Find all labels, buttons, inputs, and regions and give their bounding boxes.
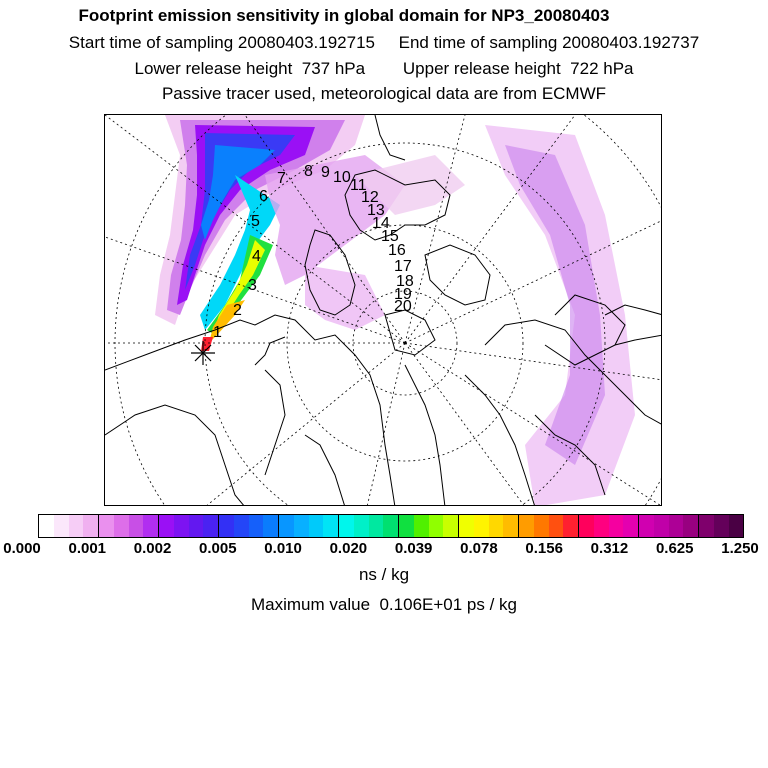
color-scale-segment — [579, 515, 594, 537]
color-scale-segment — [729, 515, 744, 537]
color-scale-tick-label: 0.002 — [133, 540, 172, 557]
map-canvas — [105, 115, 662, 506]
trajectory-label: 20 — [394, 298, 412, 315]
color-scale-segment — [429, 515, 444, 537]
color-scale-segment — [594, 515, 609, 537]
trajectory-label: 2 — [233, 302, 242, 319]
trajectory-label: 15 — [381, 228, 399, 245]
trajectory-label: 4 — [252, 248, 261, 265]
color-scale-segment — [639, 515, 654, 537]
trajectory-label: 18 — [396, 273, 414, 290]
trajectory-label: 8 — [304, 163, 313, 180]
color-scale-tick-label: 0.312 — [590, 540, 629, 557]
color-scale-segment — [534, 515, 549, 537]
color-scale-segment — [714, 515, 729, 537]
maximum-value-label: Maximum value 0.106E+01 ps / kg — [251, 595, 517, 614]
color-scale-segment — [399, 515, 414, 537]
sampling-time-line: Start time of sampling 20080403.192715 End time of sampling 20080403.192737 — [68, 33, 700, 52]
color-scale-segment — [563, 515, 579, 537]
color-scale-segment — [369, 515, 384, 537]
color-scale-segment — [294, 515, 309, 537]
release-point-asterisk — [191, 341, 215, 365]
color-scale-segment — [474, 515, 489, 537]
color-scale-segment — [443, 515, 459, 537]
color-scale-segment — [189, 515, 204, 537]
units-label: ns / kg — [358, 565, 410, 584]
color-scale-segment — [279, 515, 294, 537]
color-scale-segment — [323, 515, 339, 537]
color-scale-segment — [609, 515, 624, 537]
plot-title: Footprint emission sensitivity in global domain for NP3_20080403 — [78, 6, 610, 25]
color-scale-segment — [143, 515, 159, 537]
color-scale-segment — [159, 515, 174, 537]
trajectory-label: 3 — [248, 277, 257, 294]
color-scale-segment — [219, 515, 234, 537]
color-scale-tick-label: 0.078 — [460, 540, 498, 557]
color-scale-segment — [249, 515, 264, 537]
trajectory-label: 1 — [213, 324, 222, 341]
color-scale-segment — [203, 515, 219, 537]
trajectory-label: 16 — [388, 242, 406, 259]
color-scale-segment — [263, 515, 279, 537]
color-scale-tick-label: 0.000 — [3, 540, 41, 557]
color-scale-segment — [459, 515, 474, 537]
trajectory-label: 12 — [361, 189, 379, 206]
color-scale-segment — [699, 515, 714, 537]
color-scale-segment — [174, 515, 189, 537]
color-scale-segment — [114, 515, 129, 537]
color-scale-segment — [234, 515, 249, 537]
color-scale-segment — [129, 515, 144, 537]
color-scale-segment — [623, 515, 639, 537]
color-scale-tick-label: 0.039 — [394, 540, 433, 557]
color-scale-segment — [669, 515, 684, 537]
trajectory-label: 9 — [321, 164, 330, 181]
color-scale-segment — [683, 515, 699, 537]
trajectory-label: 11 — [350, 177, 367, 194]
color-scale-segment — [503, 515, 519, 537]
color-scale-tick-label: 0.625 — [655, 540, 694, 557]
color-scale-tick-label: 0.020 — [329, 540, 368, 557]
color-scale-tick-label: 0.010 — [264, 540, 302, 557]
color-scale-segment — [383, 515, 399, 537]
color-scale-tick-label: 0.156 — [525, 540, 563, 557]
color-scale-tick-label: 0.005 — [199, 540, 237, 557]
trajectory-label: 13 — [367, 202, 385, 219]
tracer-info-line: Passive tracer used, meteorological data are from ECMWF — [161, 84, 607, 103]
color-scale-segment — [354, 515, 369, 537]
trajectory-label: 10 — [333, 169, 351, 186]
color-scale-segment — [414, 515, 429, 537]
color-scale-tick-label: 1.250 — [721, 540, 759, 557]
color-scale-tick-label: 0.001 — [68, 540, 107, 557]
trajectory-label: 6 — [259, 188, 268, 205]
color-scale-segment — [99, 515, 114, 537]
color-scale-segment — [519, 515, 534, 537]
color-scale-segment — [39, 515, 54, 537]
color-scale-segment — [83, 515, 99, 537]
color-scale-segment — [489, 515, 504, 537]
color-scale-segment — [309, 515, 324, 537]
color-scale-segment — [339, 515, 354, 537]
footprint-map — [104, 114, 662, 506]
color-scale-bar — [38, 514, 744, 538]
trajectory-label: 7 — [277, 170, 286, 187]
color-scale-segment — [54, 515, 69, 537]
trajectory-label: 19 — [394, 286, 412, 303]
trajectory-label: 14 — [372, 215, 390, 232]
color-scale-segment — [69, 515, 84, 537]
release-height-line: Lower release height 737 hPa Upper release height 722 hPa — [134, 59, 634, 78]
trajectory-label: 5 — [251, 213, 260, 230]
color-scale-segment — [654, 515, 669, 537]
color-scale-segment — [549, 515, 564, 537]
trajectory-label: 17 — [394, 258, 412, 275]
